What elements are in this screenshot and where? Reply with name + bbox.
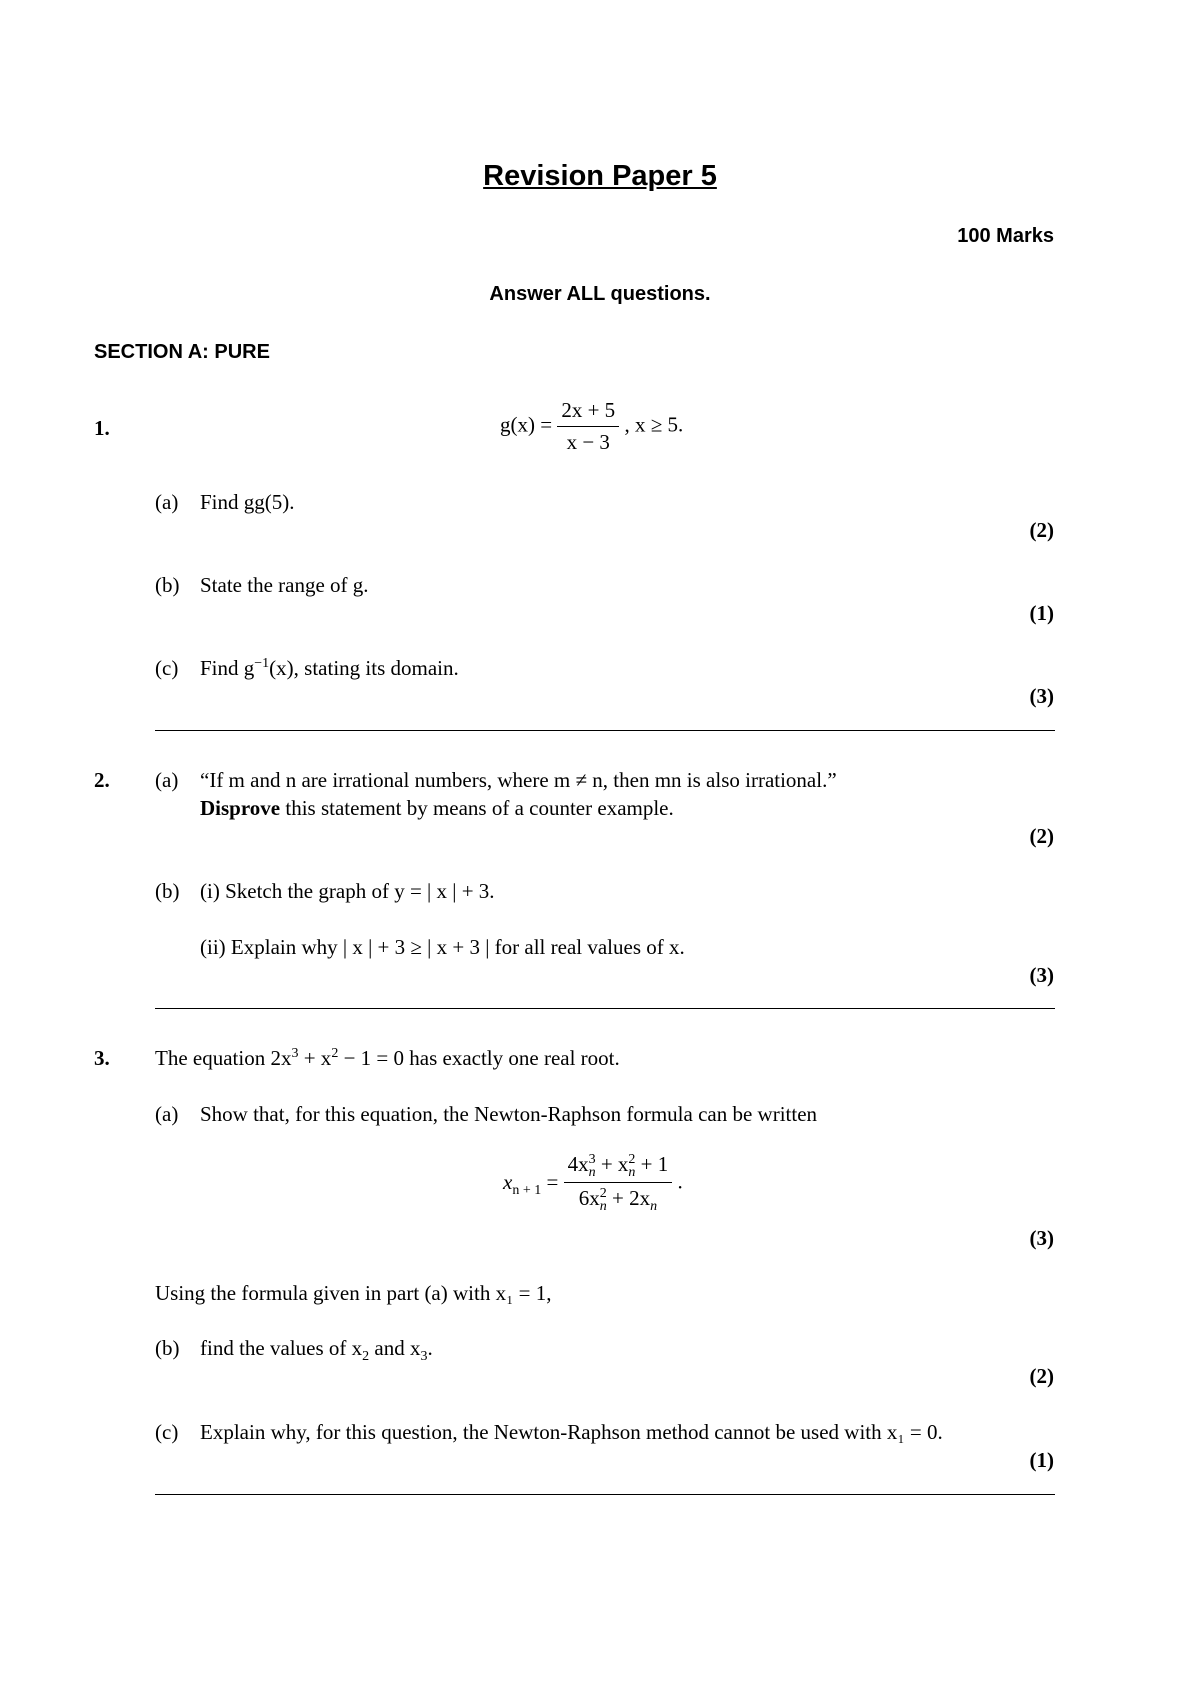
q3b-text bbox=[200, 1336, 433, 1365]
q3a-label: (a) bbox=[155, 1102, 179, 1126]
q2a-marks: (2) bbox=[1029, 824, 1054, 848]
q1-func-condition: , x ≥ 5. bbox=[624, 412, 684, 437]
nr-lhs-x: x bbox=[503, 1169, 513, 1194]
q2a-instruction-text: this statement by means of a counter example. bbox=[280, 796, 674, 820]
page-title: Revision Paper 5 bbox=[483, 160, 717, 192]
nr-den-term2: + 2x bbox=[606, 1186, 651, 1211]
q3b-marks: (2) bbox=[1029, 1364, 1054, 1388]
nr-sup-2b: 2 bbox=[599, 1186, 607, 1202]
nr-lhs-subscript: n + 1 bbox=[512, 1182, 542, 1198]
q1b-label: (b) bbox=[155, 573, 180, 597]
q1c-text-pre: Find g bbox=[200, 656, 255, 680]
nr-num-term2: + x bbox=[595, 1152, 629, 1176]
q1a-label: (a) bbox=[155, 490, 179, 514]
question-2-number: 2. bbox=[94, 768, 110, 792]
q1c-label: (c) bbox=[155, 656, 179, 680]
q3-intro-post: − 1 = 0 has exactly one real root. bbox=[338, 1046, 620, 1070]
q3-using-formula: Using the formula given in part (a) with x₁ = 1, bbox=[155, 1281, 552, 1305]
q3-intro-sup-2: 2 bbox=[331, 1046, 339, 1061]
q1a-marks: (2) bbox=[1029, 518, 1054, 542]
instruction: Answer ALL questions. bbox=[489, 283, 711, 305]
q3-intro-mid: + x bbox=[298, 1046, 332, 1070]
nr-num-script1 bbox=[589, 1153, 596, 1179]
q3-newton-raphson-formula bbox=[503, 1152, 683, 1215]
q2b-marks: (3) bbox=[1029, 963, 1054, 987]
nr-equals: = bbox=[541, 1169, 559, 1194]
q3a-marks: (3) bbox=[1029, 1226, 1054, 1250]
divider-q3 bbox=[155, 1494, 1055, 1495]
question-3-number: 3. bbox=[94, 1046, 110, 1070]
nr-sup-3: 3 bbox=[588, 1152, 596, 1168]
nr-numerator bbox=[564, 1152, 673, 1183]
nr-num-term1: 4x bbox=[567, 1152, 589, 1176]
q1-fraction-denominator: x − 3 bbox=[566, 430, 610, 454]
q3b-text-pre: find the values of x bbox=[200, 1336, 363, 1360]
nr-sub-n-2: n bbox=[628, 1165, 636, 1181]
total-marks: 100 Marks bbox=[957, 225, 1054, 247]
q2a-statement: “If m and n are irrational numbers, where m ≠ n, then mn is also irrational.” bbox=[200, 768, 837, 792]
q2b-i-text: (i) Sketch the graph of y = | x | + 3. bbox=[200, 879, 495, 903]
q1-function-definition bbox=[500, 398, 683, 455]
q1b-marks: (1) bbox=[1029, 601, 1054, 625]
q1-func-lhs: g(x) = bbox=[500, 412, 553, 437]
section-heading: SECTION A: PURE bbox=[94, 341, 270, 363]
q3b-sub-3: 3 bbox=[420, 1349, 428, 1365]
nr-fraction bbox=[564, 1152, 673, 1215]
q1-fraction-numerator: 2x + 5 bbox=[557, 398, 619, 427]
q1c-marks: (3) bbox=[1029, 684, 1054, 708]
q3-intro-pre: The equation 2x bbox=[155, 1046, 292, 1070]
q1c-superscript: −1 bbox=[254, 656, 270, 671]
q3b-text-mid: and x bbox=[369, 1336, 421, 1360]
q3b-sub-2: 2 bbox=[362, 1349, 370, 1365]
q3c-label: (c) bbox=[155, 1420, 179, 1444]
q2a-instruction bbox=[200, 796, 674, 821]
nr-den-term1: 6x bbox=[578, 1186, 600, 1211]
q3b-label: (b) bbox=[155, 1336, 180, 1360]
q2a-instruction-bold: Disprove bbox=[200, 796, 281, 820]
q3c-marks: (1) bbox=[1029, 1448, 1054, 1472]
q3-intro-sup-3: 3 bbox=[291, 1046, 299, 1061]
nr-sub-n-4: n bbox=[650, 1199, 658, 1215]
nr-sup-2a: 2 bbox=[628, 1152, 636, 1168]
q1c-text bbox=[200, 656, 459, 681]
nr-lhs bbox=[503, 1169, 559, 1198]
nr-sub-n-1: n bbox=[588, 1165, 596, 1181]
q1b-text: State the range of g. bbox=[200, 573, 369, 597]
q2b-label: (b) bbox=[155, 879, 180, 903]
q3a-text: Show that, for this equation, the Newton-Raphson formula can be written bbox=[200, 1102, 818, 1126]
q2a-label: (a) bbox=[155, 768, 179, 792]
nr-num-term3: + 1 bbox=[635, 1152, 669, 1176]
q1-fraction bbox=[557, 398, 619, 455]
q3-intro bbox=[155, 1046, 620, 1071]
divider-q1 bbox=[155, 730, 1055, 731]
nr-denominator bbox=[564, 1183, 673, 1215]
nr-period: . bbox=[677, 1169, 683, 1194]
q2b-ii-text: (ii) Explain why | x | + 3 ≥ | x + 3 | for all real values of x. bbox=[200, 935, 685, 959]
q1a-text: Find gg(5). bbox=[200, 490, 295, 514]
q3b-text-post: . bbox=[427, 1336, 433, 1360]
question-1-number: 1. bbox=[94, 416, 110, 440]
nr-sub-n-3: n bbox=[599, 1199, 607, 1215]
divider-q2 bbox=[155, 1008, 1055, 1009]
q1c-text-post: (x), stating its domain. bbox=[269, 656, 459, 680]
nr-den-script1 bbox=[600, 1187, 607, 1213]
q3c-text: Explain why, for this question, the Newton-Raphson method cannot be used with x₁ = 0. bbox=[200, 1420, 943, 1444]
